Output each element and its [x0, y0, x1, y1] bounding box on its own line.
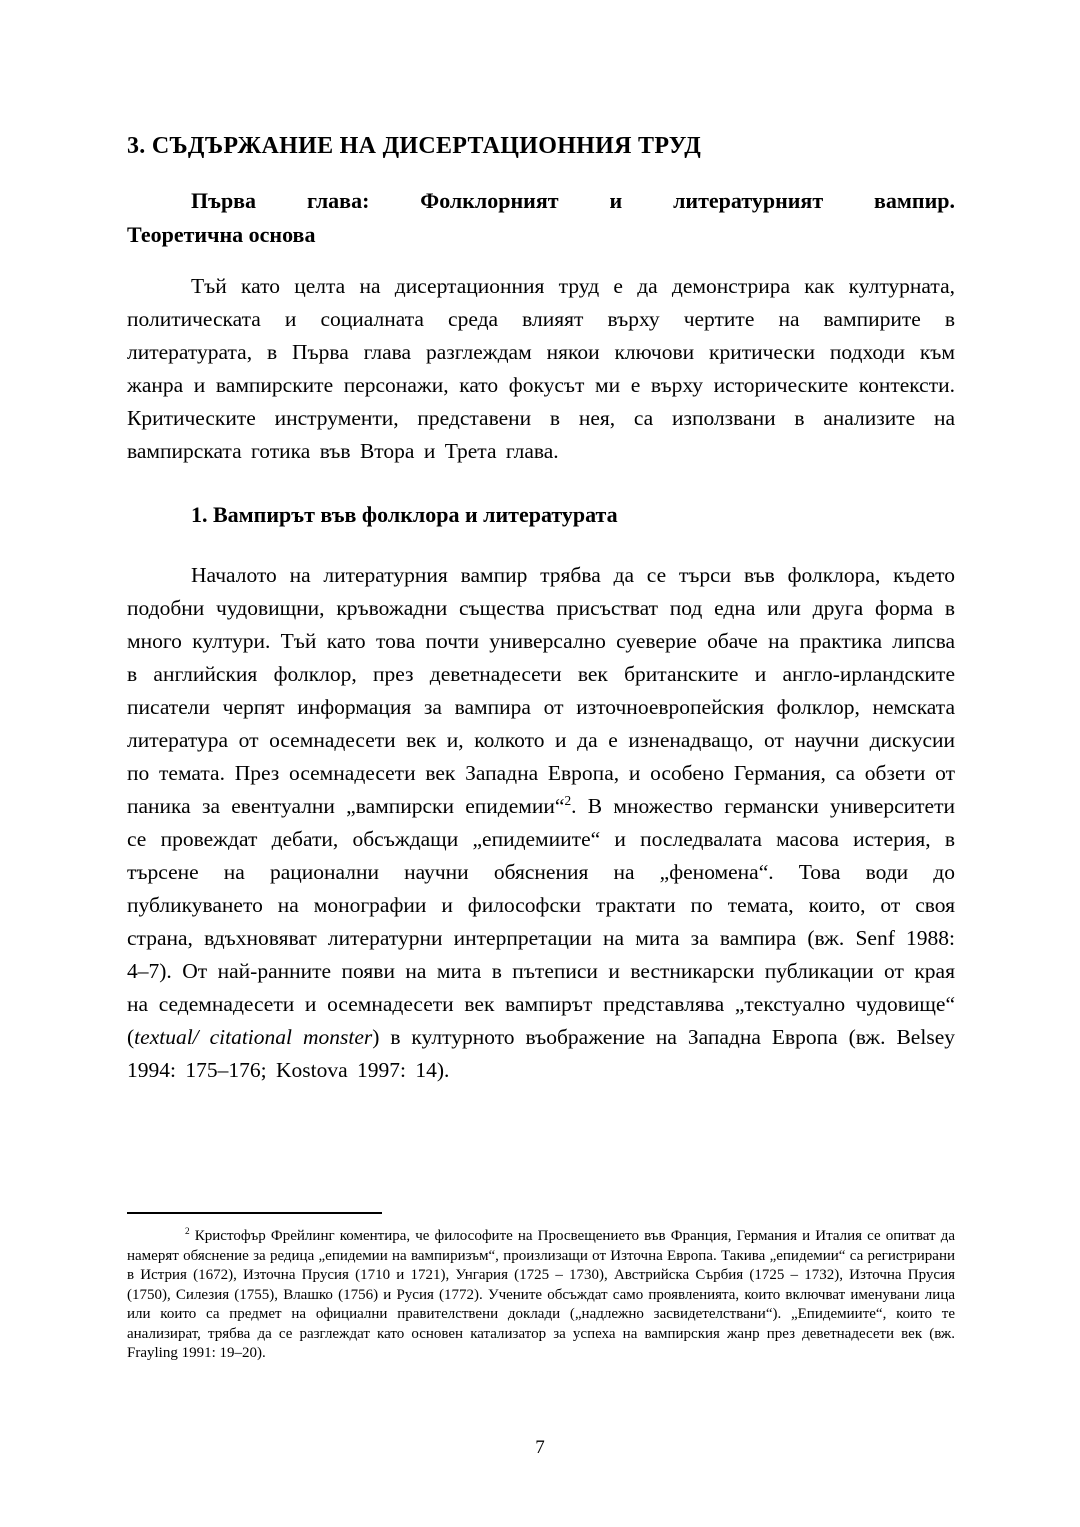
footnote-text: Кристофър Фрейлинг коментира, че философите на Просвещението във Франция, Германия и Италия се опитват да намерят обяснение за редица „епидемии на вампиризъм“, произлизащи от Източна Европа. Такива „епидемии“ са регистрирани в Истрия (1672), Източна Прусия (1710 и 1721), Унгария (1725 – 1730), Австрийска Сърбия (1725 – 1732), Източна Прусия (1750), Силезия (1755), Влашко (1756) и Русия (1772). Учените обсъждат само проявленията, които включват именувани лица или които са предмет на официални правителствени доклади („надлежно засвидетелствани“). „Епидемиите“, които те анализират, трябва да се разглеждат като основен катализатор за успеха на вампирския жанр през деветнадесети век (вж. Frayling 1991: 19–20).	[127, 1228, 956, 1361]
main-heading: 3. СЪДЪРЖАНИЕ НА ДИСЕРТАЦИОННИЯ ТРУД	[127, 133, 702, 159]
chapter-heading-line1: Първа глава: Фолклорният и литературният вампир.	[191, 188, 955, 213]
footnote	[127, 1227, 955, 1364]
body-paragraph-seg1: Началото на литературния вампир трябва да се търси във фолклора, където подобни чудовищни, кръвожадни същества присъстват под една или друга форма в много култури. Тъй като това почти универсално суеверие обаче на практика липсва в английския фолклор, през деветнадесети век британските и англо-ирландските писатели черпят информация за вампира от източноевропейския фолклор, немската литература от осемнадесети век и, колкото и да е изненадващо, от научни дискусии по темата. През осемнадесети век Западна Европа, и особено Германия, са обзети от паника за евентуални „вампирски епидемии“	[127, 563, 955, 818]
body-paragraph-seg2: . В множество германски университети се провеждат дебати, обсъждащи „епидемиите“ и последвалата масова истерия, в търсене на рационални научни обяснения на „феномена“. Това води до публикуването на монографии и философски трактати по темата, които, от своя страна, вдъхновяват литературни интерпретации на мита за вампира (вж. Senf 1988: 4–7). От най-ранните появи на мита в пътеписи и вестникарски публикации от края на седемнадесети и осемнадесети век вампирът представлява „текстуално чудовище“ (	[127, 794, 955, 1049]
body-paragraph	[127, 559, 955, 1087]
body-paragraph-seg3: ) в културното въображение на Западна Европа (вж. Belsey 1994: 175–176; Kostova 1997: 14).	[127, 1025, 955, 1082]
footnote-reference: 2	[564, 792, 572, 808]
footnote-separator-rule	[127, 1212, 382, 1214]
intro-paragraph: Тъй като целта на дисертационния труд е да демонстрира как културната, политическата и социалната среда влияят върху чертите на вампирите в литературата, в Първа глава разглеждам някои ключови критически подходи към жанра и вампирските персонажи, като фокусът ми е върху историческите контексти. Критическите инструменти, представени в нея, са използвани в анализите на вампирската готика във Втора и Трета глава.	[127, 274, 955, 463]
page-number: 7	[535, 1437, 545, 1458]
chapter-heading-line2: Теоретична основа	[127, 222, 316, 247]
footnote-marker: 2	[185, 1227, 190, 1237]
footnote-area	[127, 1212, 955, 1364]
body-paragraph-italic-phrase: textual/ citational monster	[134, 1025, 373, 1049]
chapter-heading	[127, 184, 955, 252]
section-heading: 1. Вампирът във фолклора и литературата	[191, 502, 618, 527]
